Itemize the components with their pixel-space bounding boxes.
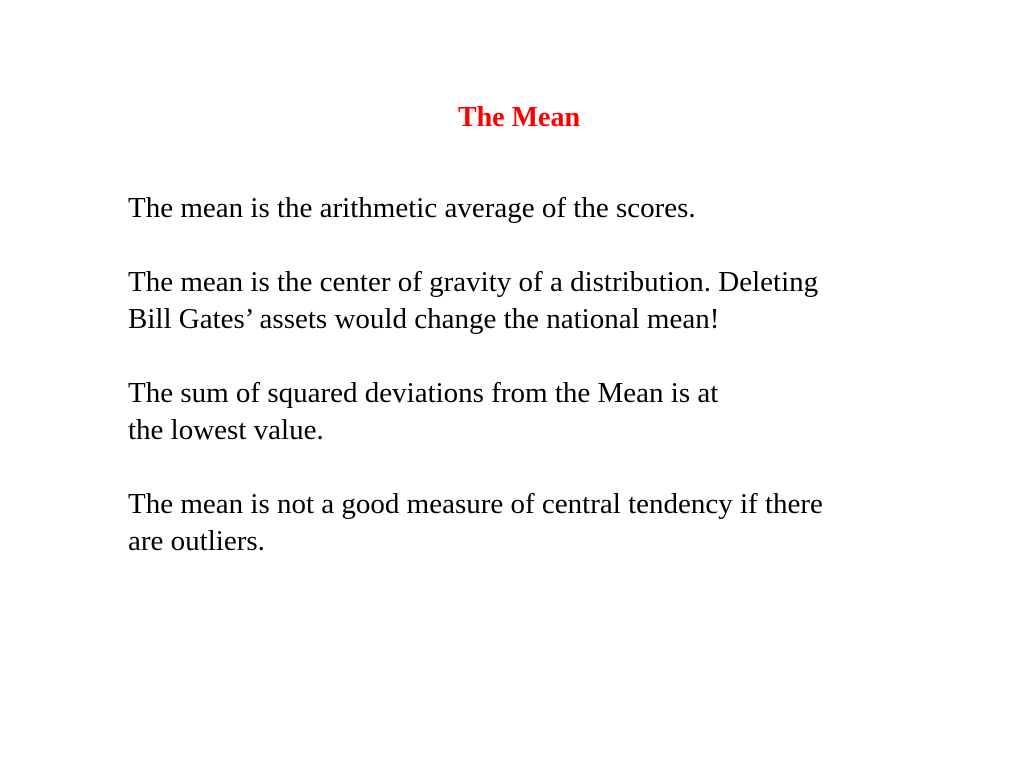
text-line: The sum of squared deviations from the Mean is at: [128, 377, 719, 409]
paragraph-mean-definition: [128, 190, 988, 227]
text-line: the lowest value.: [128, 414, 324, 446]
text-line: The mean is not a good measure of central tendency if there: [128, 488, 823, 520]
text-line: Bill Gates’ assets would change the national mean!: [128, 303, 720, 335]
text-line: The mean is the arithmetic average of the scores.: [128, 192, 696, 224]
paragraph-outliers: [128, 486, 988, 560]
slide-body: [128, 190, 988, 597]
paragraph-center-of-gravity: [128, 264, 988, 338]
slide-title: The Mean: [457, 102, 581, 133]
text-line: are outliers.: [128, 525, 265, 557]
paragraph-squared-deviations: [128, 375, 988, 449]
text-line: The mean is the center of gravity of a distribution. Deleting: [128, 266, 819, 298]
